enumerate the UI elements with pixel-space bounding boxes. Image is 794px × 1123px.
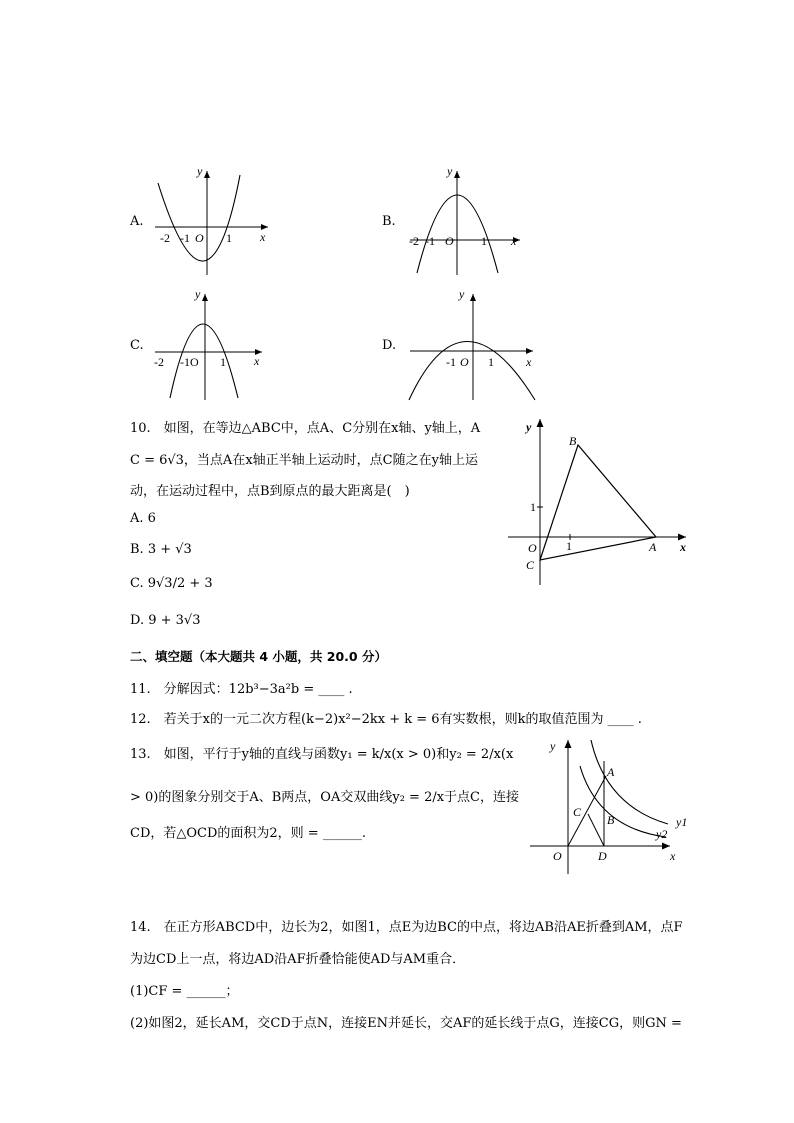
q13-line-2: > 0)的图象分别交于A、B两点，OA交双曲线y₂ = 2/x于点C，连接 — [130, 790, 519, 805]
option-c-letter: C. — [130, 338, 144, 353]
q10-option-a: A. 6 — [130, 511, 156, 526]
q13-line-3: CD，若△OCD的面积为2，则 = ______. — [130, 826, 366, 841]
q10-fig-point-c: C — [526, 558, 535, 572]
option-b-tick-neg2: -2 — [409, 234, 419, 248]
graph-option-b — [405, 165, 530, 280]
q10-fig-one-y: 1 — [530, 500, 536, 514]
q12-text: 12. 若关于x的一元二次方程(k−2)x²−2kx + k = 6有实数根，则k的取值范围为 ____ . — [130, 712, 642, 727]
q14-line-3: (1)CF = ______； — [130, 984, 239, 999]
option-d-x-label: x — [526, 355, 532, 369]
q10-line-1: 10. 如图，在等边△ABC中，点A、C分别在x轴、y轴上，A — [130, 421, 481, 436]
option-c-y-label: y — [195, 287, 201, 301]
option-a-tick-neg2: -2 — [160, 231, 170, 245]
q13-fig-point-b: B — [607, 813, 615, 827]
q10-line-3: 动，在运动过程中，点B到原点的最大距离是( ) — [130, 484, 410, 499]
option-d-tick-neg1: -1 — [446, 355, 456, 369]
option-c-tick-neg2: -2 — [154, 355, 164, 369]
option-a-x-label: x — [260, 230, 266, 244]
q13-fig-x-label: x — [670, 849, 676, 863]
option-a-origin: O — [195, 231, 204, 245]
q14-line-4: (2)如图2，延长AM，交CD于点N，连接EN并延长，交AF的延长线于点G，连接CG，则GN = — [130, 1016, 682, 1031]
q10-fig-one-x: 1 — [566, 539, 572, 553]
option-c-x-label: x — [254, 354, 260, 368]
option-b-tick-1: 1 — [481, 234, 487, 248]
q11-text: 11. 分解因式：12b³−3a²b = ____ . — [130, 682, 353, 697]
option-d-letter: D. — [382, 338, 397, 353]
option-c-tick-1: 1 — [220, 355, 226, 369]
option-d-y-label: y — [459, 287, 465, 301]
option-b-y-label: y — [447, 164, 453, 178]
option-c-tick-neg1-origin: -1O — [180, 355, 199, 369]
q14-line-2: 为边CD上一点，将边AD沿AF折叠恰能使AD与AM重合． — [130, 952, 466, 967]
graph-option-c — [150, 288, 275, 403]
option-a-letter: A. — [130, 214, 144, 229]
q13-fig-curve-y2: y2 — [656, 827, 668, 841]
q10-option-d: D. 9 + 3√3 — [130, 613, 201, 628]
option-b-letter: B. — [382, 214, 396, 229]
q10-fig-point-a: A — [649, 540, 657, 554]
q10-fig-origin: O — [528, 541, 537, 555]
q14-line-1: 14. 在正方形ABCD中，边长为2，如图1，点E为边BC的中点，将边AB沿AE折叠到AM，点F — [130, 920, 683, 935]
option-b-tick-neg1: -1 — [425, 234, 435, 248]
option-b-x-label: x — [511, 234, 517, 248]
q13-fig-point-d: D — [598, 849, 607, 863]
q13-line-1: 13. 如图，平行于y轴的直线与函数y₁ = k/x(x > 0)和y₂ = 2/x(x — [130, 747, 514, 762]
q10-fig-y-label: y — [526, 420, 532, 434]
q10-triangle-figure — [508, 415, 698, 590]
option-a-y-label: y — [197, 164, 203, 178]
q13-fig-point-a: A — [607, 765, 615, 779]
q10-line-2: C = 6√3，当点A在x轴正半轴上运动时，点C随之在y轴上运 — [130, 453, 478, 468]
q10-fig-x-label: x — [680, 540, 686, 554]
option-a-tick-neg1: -1 — [180, 231, 190, 245]
q10-option-b: B. 3 + √3 — [130, 542, 192, 557]
q13-fig-origin: O — [553, 849, 562, 863]
option-d-tick-1: 1 — [488, 355, 494, 369]
q13-fig-point-c: C — [573, 805, 582, 819]
q13-fig-y-label: y — [550, 739, 556, 753]
option-a-tick-1: 1 — [226, 231, 232, 245]
graph-option-d — [405, 288, 545, 403]
q13-hyperbola-figure — [528, 736, 698, 876]
q13-fig-curve-y1: y1 — [676, 815, 688, 829]
option-d-origin: O — [460, 355, 469, 369]
graph-option-a — [150, 165, 275, 280]
q10-option-c: C. 9√3/2 + 3 — [130, 576, 213, 591]
section-2-heading: 二、填空题（本大题共 4 小题，共 20.0 分） — [130, 649, 387, 664]
option-b-origin: O — [445, 234, 454, 248]
q10-fig-point-b: B — [569, 434, 577, 448]
